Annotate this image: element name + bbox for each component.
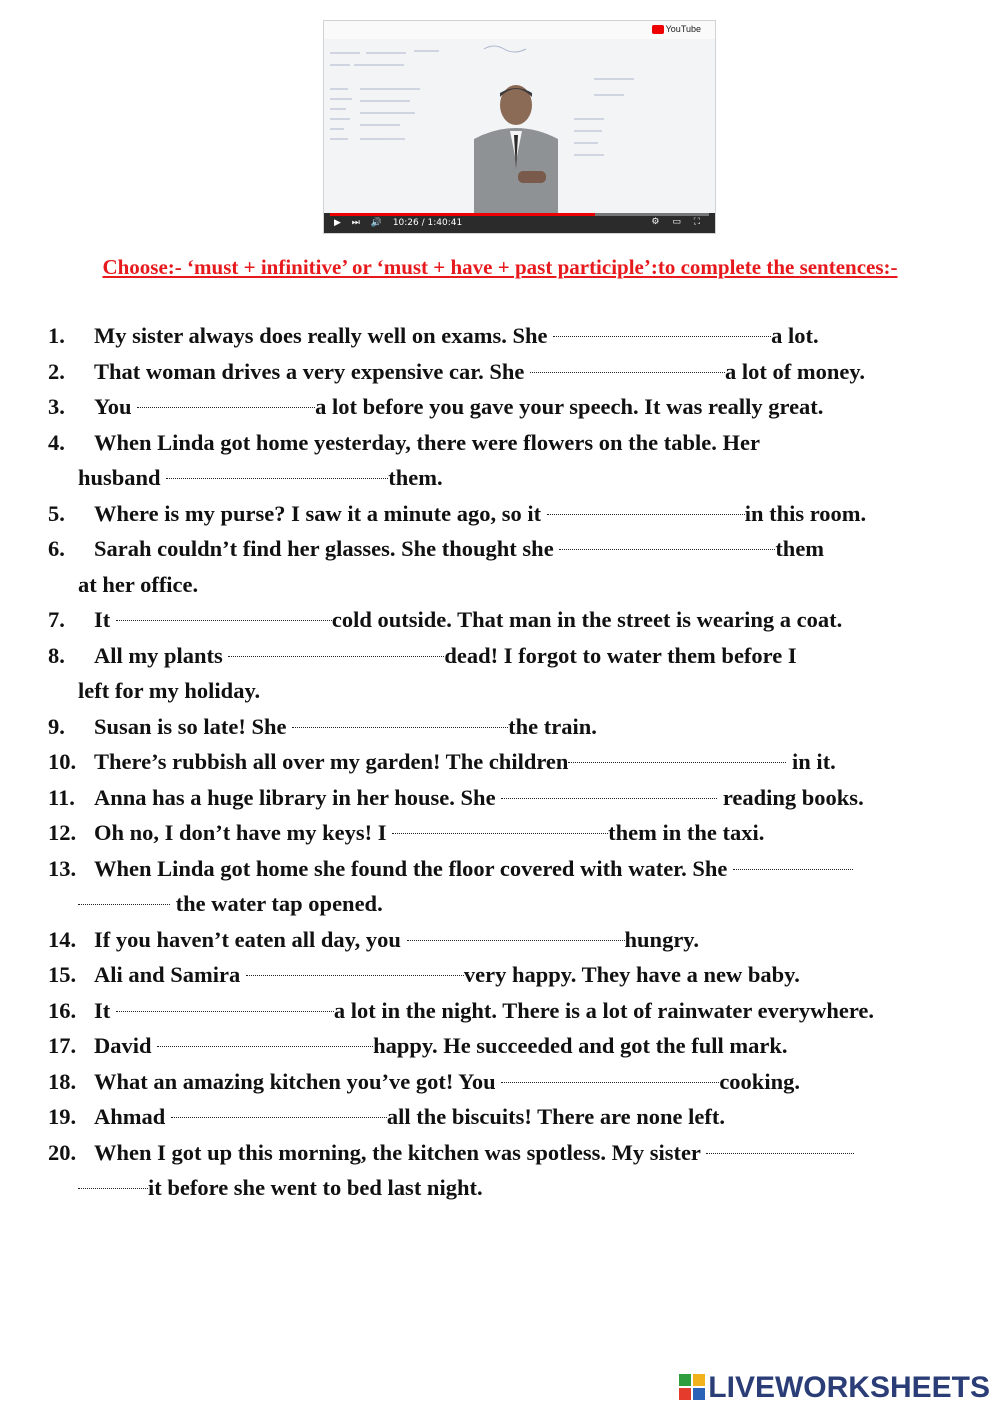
video-controls[interactable] (324, 213, 715, 233)
question-number: 10. (48, 749, 77, 774)
answer-blank-5[interactable] (547, 513, 745, 515)
question-text: reading books. (717, 784, 864, 810)
question-text: a lot of money. (725, 358, 866, 384)
question-text: My sister always does really well on exams. She (94, 323, 554, 348)
instruction-heading: Choose:- ‘must + infinitive’ or ‘must + have + past participle’:to complete the sentences:- (102, 255, 898, 279)
question-text: a lot. (771, 323, 819, 348)
answer-blank-20b[interactable] (78, 1187, 148, 1189)
question-text: at her office. (78, 571, 199, 597)
question-text: happy. He succeeded and got the full mark. (373, 1033, 788, 1058)
question-text: Ahmad (94, 1104, 171, 1129)
question-number: 14. (48, 926, 77, 952)
question-text: hungry. (624, 926, 699, 952)
question-text: When I got up this morning, the kitchen was spotless. My sister (94, 1139, 707, 1165)
question-2 (48, 354, 988, 390)
question-text: them. (388, 465, 443, 490)
question-3 (48, 389, 988, 425)
question-1 (48, 318, 988, 354)
question-text: Ali and Samira (94, 962, 246, 987)
question-text: Sarah couldn’t find her glasses. She thought she (94, 536, 560, 561)
question-text: all the biscuits! There are none left. (386, 1104, 726, 1129)
question-text: very happy. They have a new baby. (463, 962, 800, 987)
answer-blank-6[interactable] (559, 548, 775, 550)
question-19 (48, 1099, 988, 1135)
question-text: It (94, 997, 116, 1023)
question-number: 16. (48, 997, 77, 1023)
question-text: If you haven’t eaten all day, you (94, 926, 407, 952)
answer-blank-16[interactable] (116, 1010, 334, 1012)
question-7 (48, 602, 988, 638)
question-4-cont (48, 460, 988, 496)
question-5 (48, 496, 988, 532)
answer-blank-4[interactable] (166, 477, 388, 479)
question-text: What an amazing kitchen you’ve got! You (94, 1068, 502, 1094)
question-number: 9. (48, 713, 65, 739)
answer-blank-12[interactable] (392, 832, 608, 834)
answer-blank-7[interactable] (116, 619, 332, 621)
question-18 (48, 1064, 988, 1100)
question-text: left for my holiday. (78, 678, 261, 703)
question-11 (48, 780, 988, 816)
answer-blank-15[interactable] (246, 974, 464, 976)
question-text: David (94, 1033, 158, 1058)
youtube-logo: YouTube (652, 24, 701, 34)
liveworksheets-logo: LIVEWORKSHEETS (679, 1371, 990, 1405)
question-text: a lot in the night. There is a lot of rainwater everywhere. (333, 997, 875, 1023)
question-number: 1. (48, 323, 65, 348)
answer-blank-19[interactable] (171, 1116, 387, 1118)
answer-blank-3[interactable] (137, 406, 315, 408)
question-text: in this room. (744, 500, 867, 526)
question-text: in it. (786, 749, 836, 774)
question-number: 3. (48, 394, 65, 419)
question-number: 7. (48, 607, 65, 632)
question-text: it before she went to bed last night. (148, 1175, 483, 1200)
video-thumbnail[interactable] (323, 20, 716, 234)
question-20 (48, 1135, 988, 1171)
question-text: Anna has a huge library in her house. She (94, 784, 502, 810)
question-text: Oh no, I don’t have my keys! I (94, 820, 393, 845)
question-8-cont (48, 673, 988, 709)
question-text: When Linda got home yesterday, there were flowers on the table. Her (94, 429, 760, 455)
question-9 (48, 709, 988, 745)
question-text: a lot before you gave your speech. It was really great. (315, 394, 824, 419)
question-15 (48, 957, 988, 993)
question-text: There’s rubbish all over my garden! The children (94, 749, 569, 774)
question-14 (48, 922, 988, 958)
question-number: 4. (48, 429, 65, 455)
question-text: You (94, 394, 138, 419)
answer-blank-18[interactable] (501, 1081, 719, 1083)
answer-blank-17[interactable] (157, 1045, 373, 1047)
question-number: 15. (48, 962, 77, 987)
question-text: husband (78, 465, 167, 490)
play-controls[interactable]: ▶ ⏭ 🔊 10:26 / 1:40:41 (334, 218, 463, 228)
question-text: All my plants (94, 642, 229, 668)
answer-blank-10[interactable] (568, 761, 786, 763)
answer-blank-20a[interactable] (706, 1152, 854, 1154)
question-text: cooking. (719, 1068, 800, 1094)
question-text: the train. (508, 713, 597, 739)
video-time: 10:26 / 1:40:41 (392, 218, 463, 228)
question-text: cold outside. That man in the street is wearing a coat. (331, 607, 843, 632)
question-text: the water tap opened. (170, 891, 383, 916)
question-20-cont (48, 1170, 988, 1206)
question-text: Susan is so late! She (94, 713, 293, 739)
answer-blank-13b[interactable] (78, 903, 170, 905)
whiteboard-image (324, 39, 715, 213)
answer-blank-9[interactable] (292, 726, 508, 728)
question-13 (48, 851, 988, 887)
question-text: When Linda got home she found the floor covered with water. She (94, 855, 733, 881)
question-16 (48, 993, 988, 1029)
question-number: 13. (48, 855, 77, 881)
question-4 (48, 425, 988, 461)
question-17 (48, 1028, 988, 1064)
question-number: 11. (48, 784, 75, 810)
answer-blank-13a[interactable] (733, 868, 853, 870)
question-list (48, 318, 988, 1206)
question-text: That woman drives a very expensive car. She (94, 358, 531, 384)
question-text: dead! I forgot to water them before I (444, 642, 797, 668)
question-10 (48, 744, 988, 780)
question-number: 5. (48, 500, 65, 526)
question-8 (48, 638, 988, 674)
answer-blank-14[interactable] (407, 939, 625, 941)
question-number: 17. (48, 1033, 77, 1058)
question-number: 19. (48, 1104, 77, 1129)
question-12 (48, 815, 988, 851)
question-6 (48, 531, 988, 567)
teacher-figure (454, 79, 564, 229)
question-text: It (94, 607, 116, 632)
question-6-cont (48, 567, 988, 603)
question-13-cont (48, 886, 988, 922)
question-text: them (775, 536, 825, 561)
settings-icon[interactable]: ⚙ ▭ ⛶ (651, 217, 705, 227)
question-number: 12. (48, 820, 77, 845)
video-progress[interactable] (330, 213, 709, 216)
question-number: 8. (48, 642, 65, 668)
answer-blank-2[interactable] (530, 371, 725, 373)
question-number: 20. (48, 1139, 77, 1165)
question-text: them in the taxi. (608, 820, 765, 845)
answer-blank-8[interactable] (228, 655, 444, 657)
liveworksheets-mark-icon (679, 1374, 705, 1400)
question-text: Where is my purse? I saw it a minute ago, so it (94, 500, 547, 526)
video-topbar (324, 21, 715, 40)
answer-blank-1[interactable] (553, 335, 771, 337)
question-number: 6. (48, 536, 65, 561)
answer-blank-11[interactable] (501, 797, 717, 799)
question-number: 18. (48, 1068, 77, 1094)
question-number: 2. (48, 358, 65, 384)
